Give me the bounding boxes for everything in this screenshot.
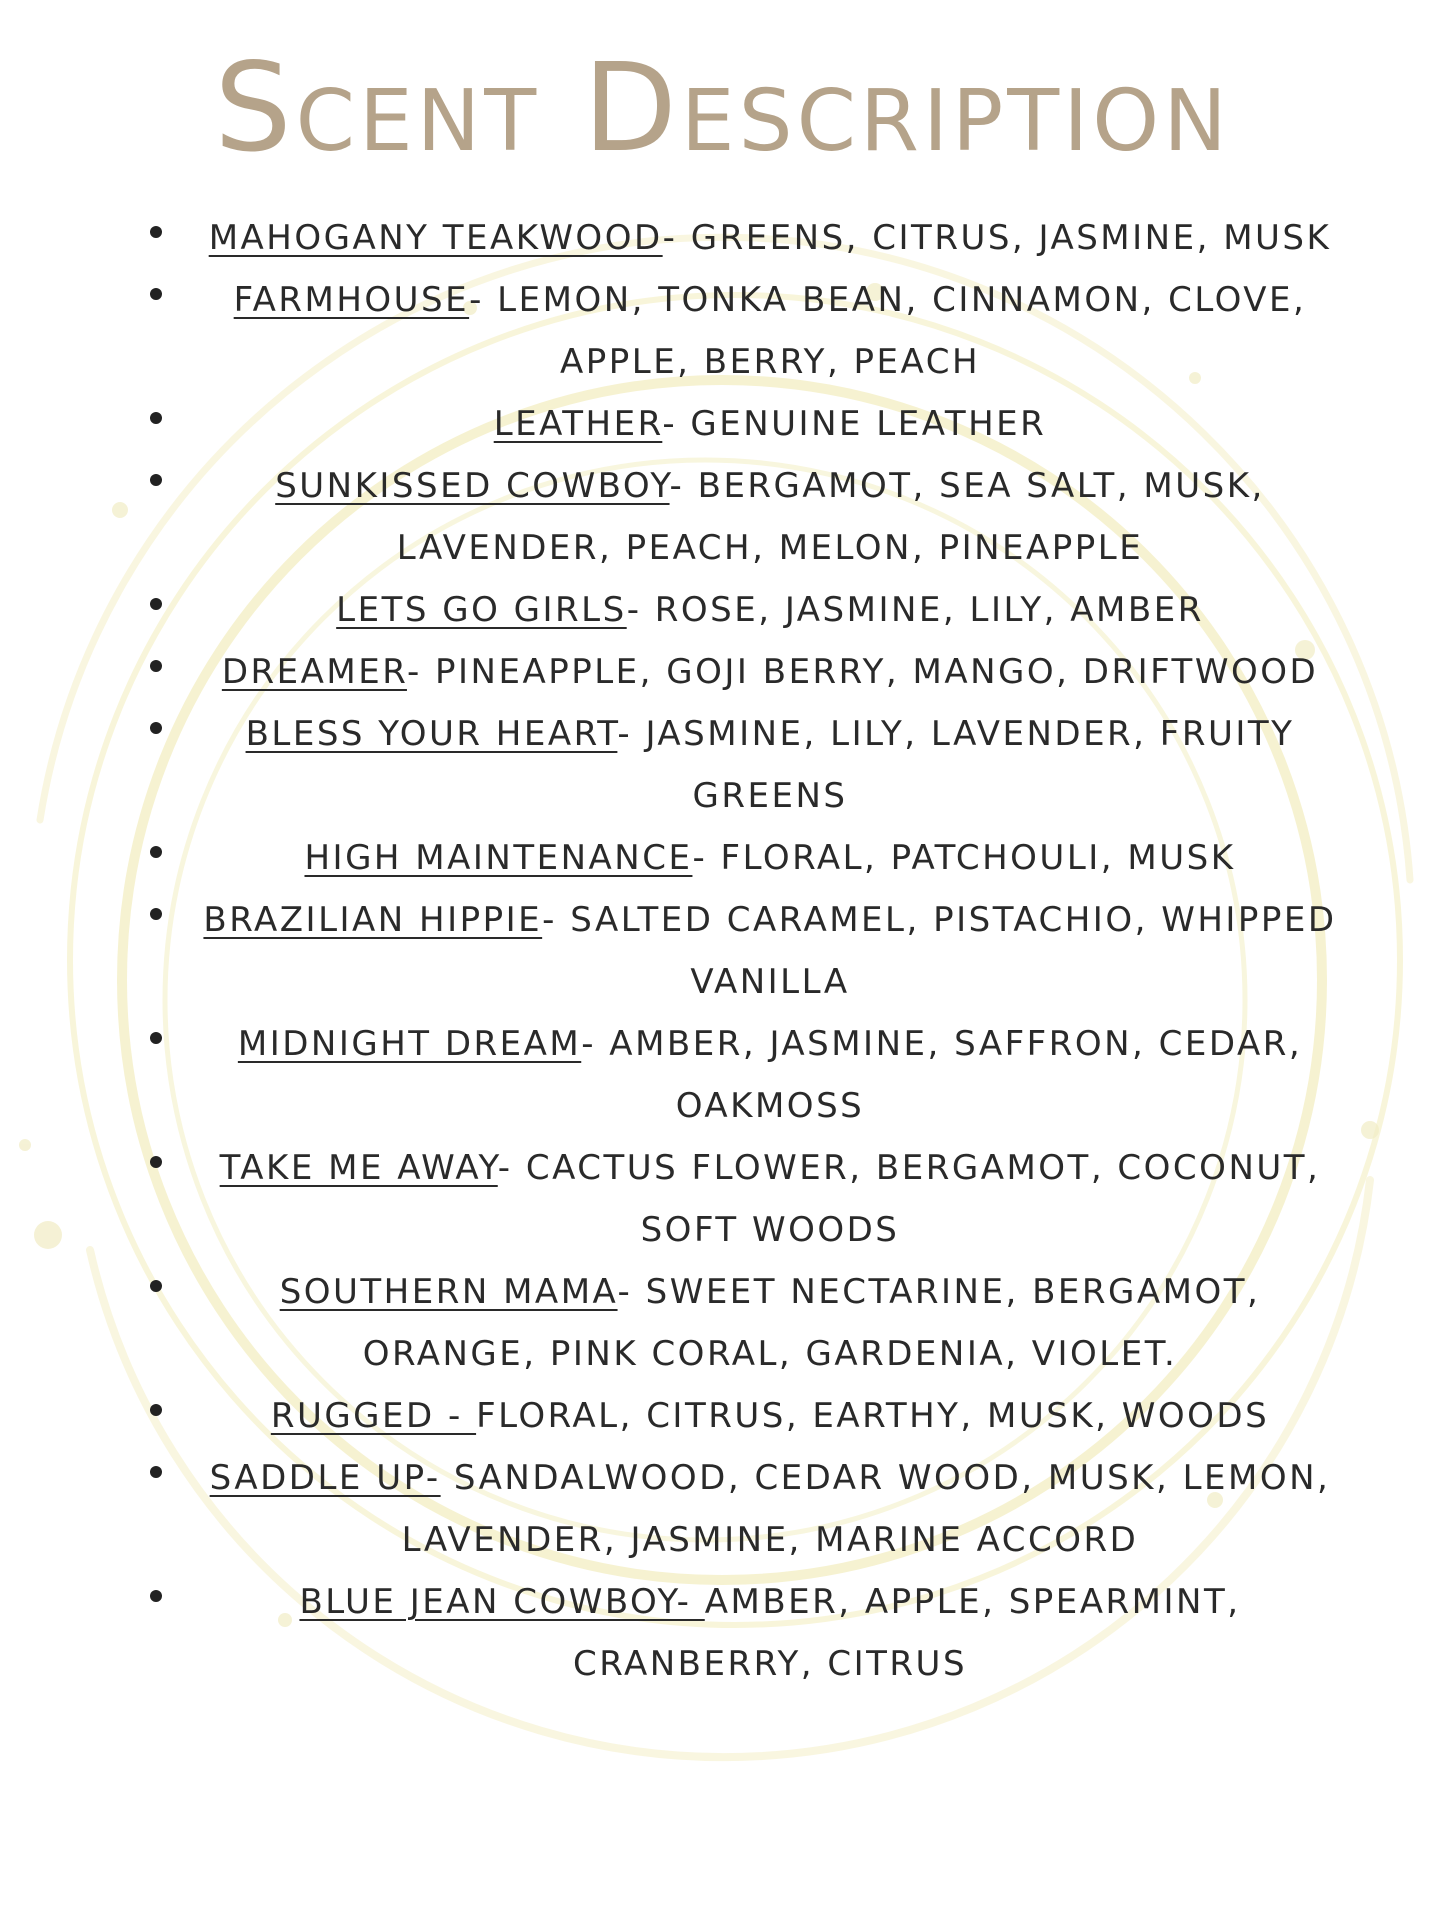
bullet-icon bbox=[150, 1280, 162, 1292]
scent-notes: - FLORAL, PATCHOULI, MUSK bbox=[692, 838, 1236, 878]
scent-name: HIGH MAINTENANCE bbox=[304, 838, 693, 878]
scent-item bbox=[150, 579, 1350, 641]
scent-notes: - PINEAPPLE, GOJI BERRY, MANGO, DRIFTWOOD bbox=[406, 652, 1319, 692]
scent-item bbox=[150, 393, 1350, 455]
bullet-icon bbox=[150, 288, 162, 300]
scent-item bbox=[150, 641, 1350, 703]
bullet-icon bbox=[150, 846, 162, 858]
scent-name: DREAMER bbox=[221, 652, 407, 692]
scent-name: LETS GO GIRLS bbox=[336, 590, 627, 630]
bullet-icon bbox=[150, 1404, 162, 1416]
bullet-icon bbox=[150, 908, 162, 920]
scent-notes: - SALTED CARAMEL, PISTACHIO, WHIPPED VANILLA bbox=[542, 900, 1337, 1002]
scent-name: SOUTHERN MAMA bbox=[279, 1272, 618, 1312]
scent-name: TAKE ME AWAY bbox=[219, 1148, 498, 1188]
scent-item bbox=[150, 1013, 1350, 1137]
scent-name: FARMHOUSE bbox=[233, 280, 470, 320]
scent-list bbox=[150, 207, 1350, 1695]
scent-notes: - GREENS, CITRUS, JASMINE, MUSK bbox=[662, 218, 1332, 258]
scent-item bbox=[150, 703, 1350, 827]
scent-notes: - CACTUS FLOWER, BERGAMOT, COCONUT, SOFT WOODS bbox=[497, 1148, 1321, 1250]
scent-notes: - BERGAMOT, SEA SALT, MUSK, LAVENDER, PEACH, MELON, PINEAPPLE bbox=[396, 466, 1265, 568]
scent-name: BRAZILIAN HIPPIE bbox=[203, 900, 543, 940]
scent-notes: - SWEET NECTARINE, BERGAMOT, ORANGE, PINK CORAL, GARDENIA, VIOLET. bbox=[362, 1272, 1261, 1374]
page-title: Scent Description bbox=[214, 37, 1231, 179]
scent-name: BLUE JEAN COWBOY- bbox=[299, 1582, 705, 1622]
bullet-icon bbox=[150, 1466, 162, 1478]
bullet-icon bbox=[150, 1032, 162, 1044]
scent-name: RUGGED - bbox=[270, 1396, 477, 1436]
scent-name: SADDLE UP- bbox=[209, 1458, 441, 1498]
scent-item bbox=[150, 1385, 1350, 1447]
scent-item bbox=[150, 1447, 1350, 1571]
scent-notes: - ROSE, JASMINE, LILY, AMBER bbox=[626, 590, 1204, 630]
scent-notes: - GENUINE LEATHER bbox=[662, 404, 1047, 444]
scent-notes: FLORAL, CITRUS, EARTHY, MUSK, WOODS bbox=[476, 1396, 1270, 1436]
bullet-icon bbox=[150, 660, 162, 672]
scent-name: SUNKISSED COWBOY bbox=[275, 466, 670, 506]
scent-item bbox=[150, 1137, 1350, 1261]
bullet-icon bbox=[150, 226, 162, 238]
scent-item bbox=[150, 889, 1350, 1013]
bullet-icon bbox=[150, 722, 162, 734]
bullet-icon bbox=[150, 412, 162, 424]
scent-notes: - AMBER, JASMINE, SAFFRON, CEDAR, OAKMOSS bbox=[581, 1024, 1303, 1126]
scent-item bbox=[150, 1571, 1350, 1695]
scent-item bbox=[150, 455, 1350, 579]
bullet-icon bbox=[150, 598, 162, 610]
scent-name: LEATHER bbox=[493, 404, 663, 444]
scent-notes: SANDALWOOD, CEDAR WOOD, MUSK, LEMON, LAVENDER, JASMINE, MARINE ACCORD bbox=[401, 1458, 1331, 1560]
scent-item bbox=[150, 207, 1350, 269]
scent-item bbox=[150, 1261, 1350, 1385]
scent-name: MAHOGANY TEAKWOOD bbox=[208, 218, 663, 258]
scent-notes: AMBER, APPLE, SPEARMINT, CRANBERRY, CITRUS bbox=[572, 1582, 1241, 1684]
scent-notes: - JASMINE, LILY, LAVENDER, FRUITY GREENS bbox=[617, 714, 1295, 816]
scent-name: BLESS YOUR HEART bbox=[245, 714, 618, 754]
bullet-icon bbox=[150, 1156, 162, 1168]
scent-notes: - LEMON, TONKA BEAN, CINNAMON, CLOVE, APPLE, BERRY, PEACH bbox=[469, 280, 1307, 382]
bullet-icon bbox=[150, 474, 162, 486]
scent-item bbox=[150, 269, 1350, 393]
bullet-icon bbox=[150, 1590, 162, 1602]
scent-name: MIDNIGHT DREAM bbox=[237, 1024, 582, 1064]
scent-item bbox=[150, 827, 1350, 889]
